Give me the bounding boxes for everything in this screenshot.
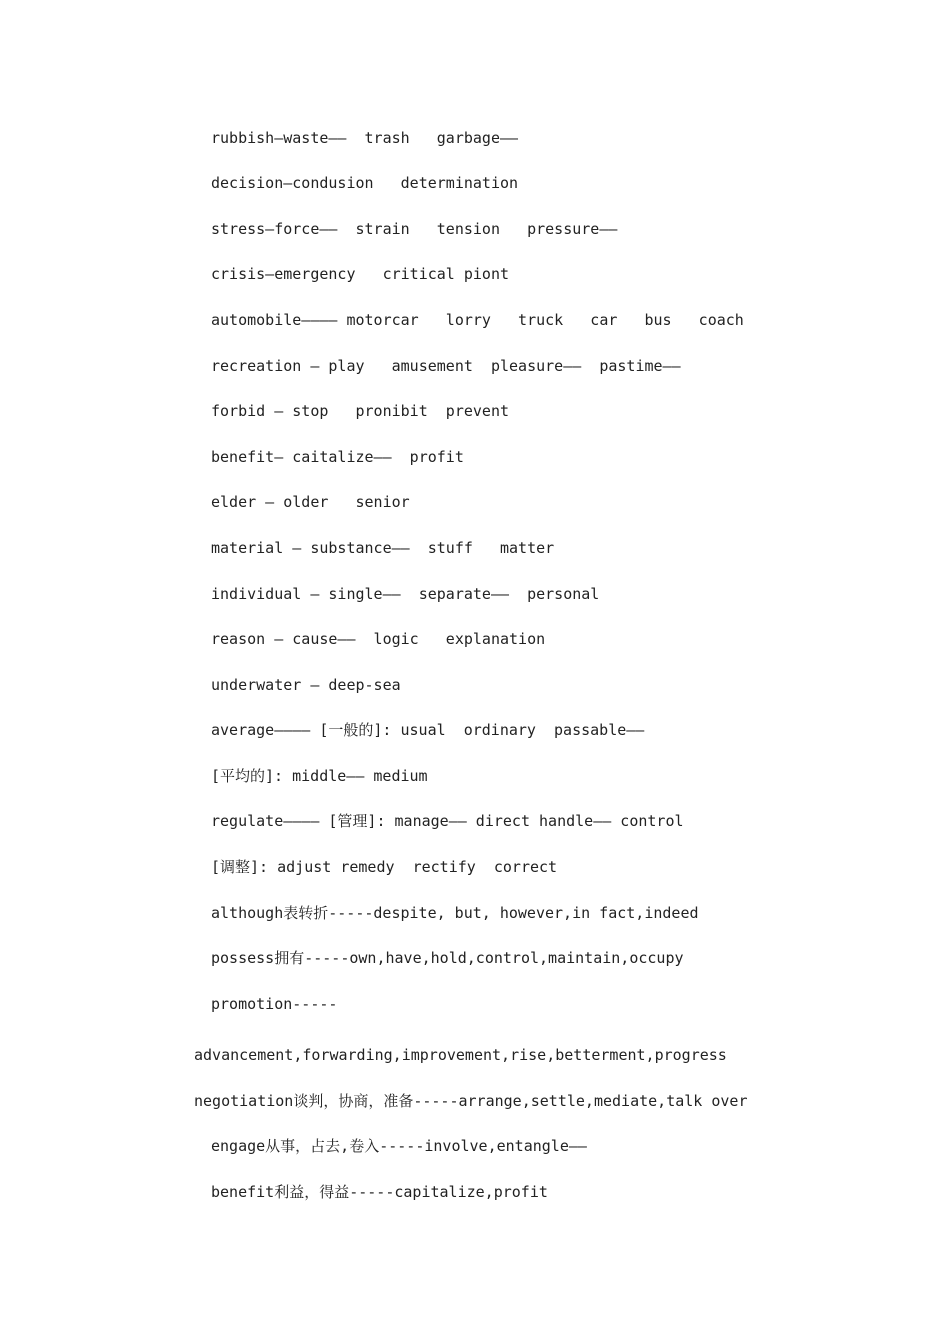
text-line: automobile———— motorcar lorry truck car bus coach (211, 311, 744, 329)
text-line: stress—force—— strain tension pressure—— (211, 220, 618, 238)
text-line: promotion----- (211, 995, 338, 1013)
text-line: material — substance—— stuff matter (211, 539, 555, 557)
text-line: forbid — stop pronibit prevent (211, 402, 510, 420)
text-line: rubbish—waste—— trash garbage—— (211, 129, 519, 147)
text-line: regulate———— [管理]: manage—— direct handle—— control (211, 812, 684, 830)
text-line: reason — cause—— logic explanation (211, 630, 546, 648)
text-line: engage从事，占去,卷入-----involve,entangle—— (211, 1137, 587, 1155)
text-line: advancement,forwarding,improvement,rise,betterment,progress (194, 1046, 727, 1064)
text-line: possess拥有-----own,have,hold,control,maintain,occupy (211, 949, 684, 967)
text-line: benefit利益，得益-----capitalize,profit (211, 1183, 548, 1201)
text-line: although表转折-----despite, but, however,in fact,indeed (211, 904, 699, 922)
text-line: elder — older senior (211, 493, 410, 511)
text-line: average———— [一般的]: usual ordinary passable—— (211, 721, 645, 739)
text-line: recreation — play amusement pleasure—— pastime—— (211, 357, 681, 375)
text-line: decision—condusion determination (211, 174, 519, 192)
text-line: negotiation谈判，协商，准备-----arrange,settle,mediate,talk over (194, 1092, 748, 1110)
text-line: benefit— caitalize—— profit (211, 448, 464, 466)
text-line: [调整]: adjust remedy rectify correct (211, 858, 558, 876)
text-line: [平均的]: middle—— medium (211, 767, 428, 785)
text-line: underwater — deep-sea (211, 676, 401, 694)
text-line: crisis—emergency critical piont (211, 265, 510, 283)
text-line: individual — single—— separate—— personal (211, 585, 600, 603)
